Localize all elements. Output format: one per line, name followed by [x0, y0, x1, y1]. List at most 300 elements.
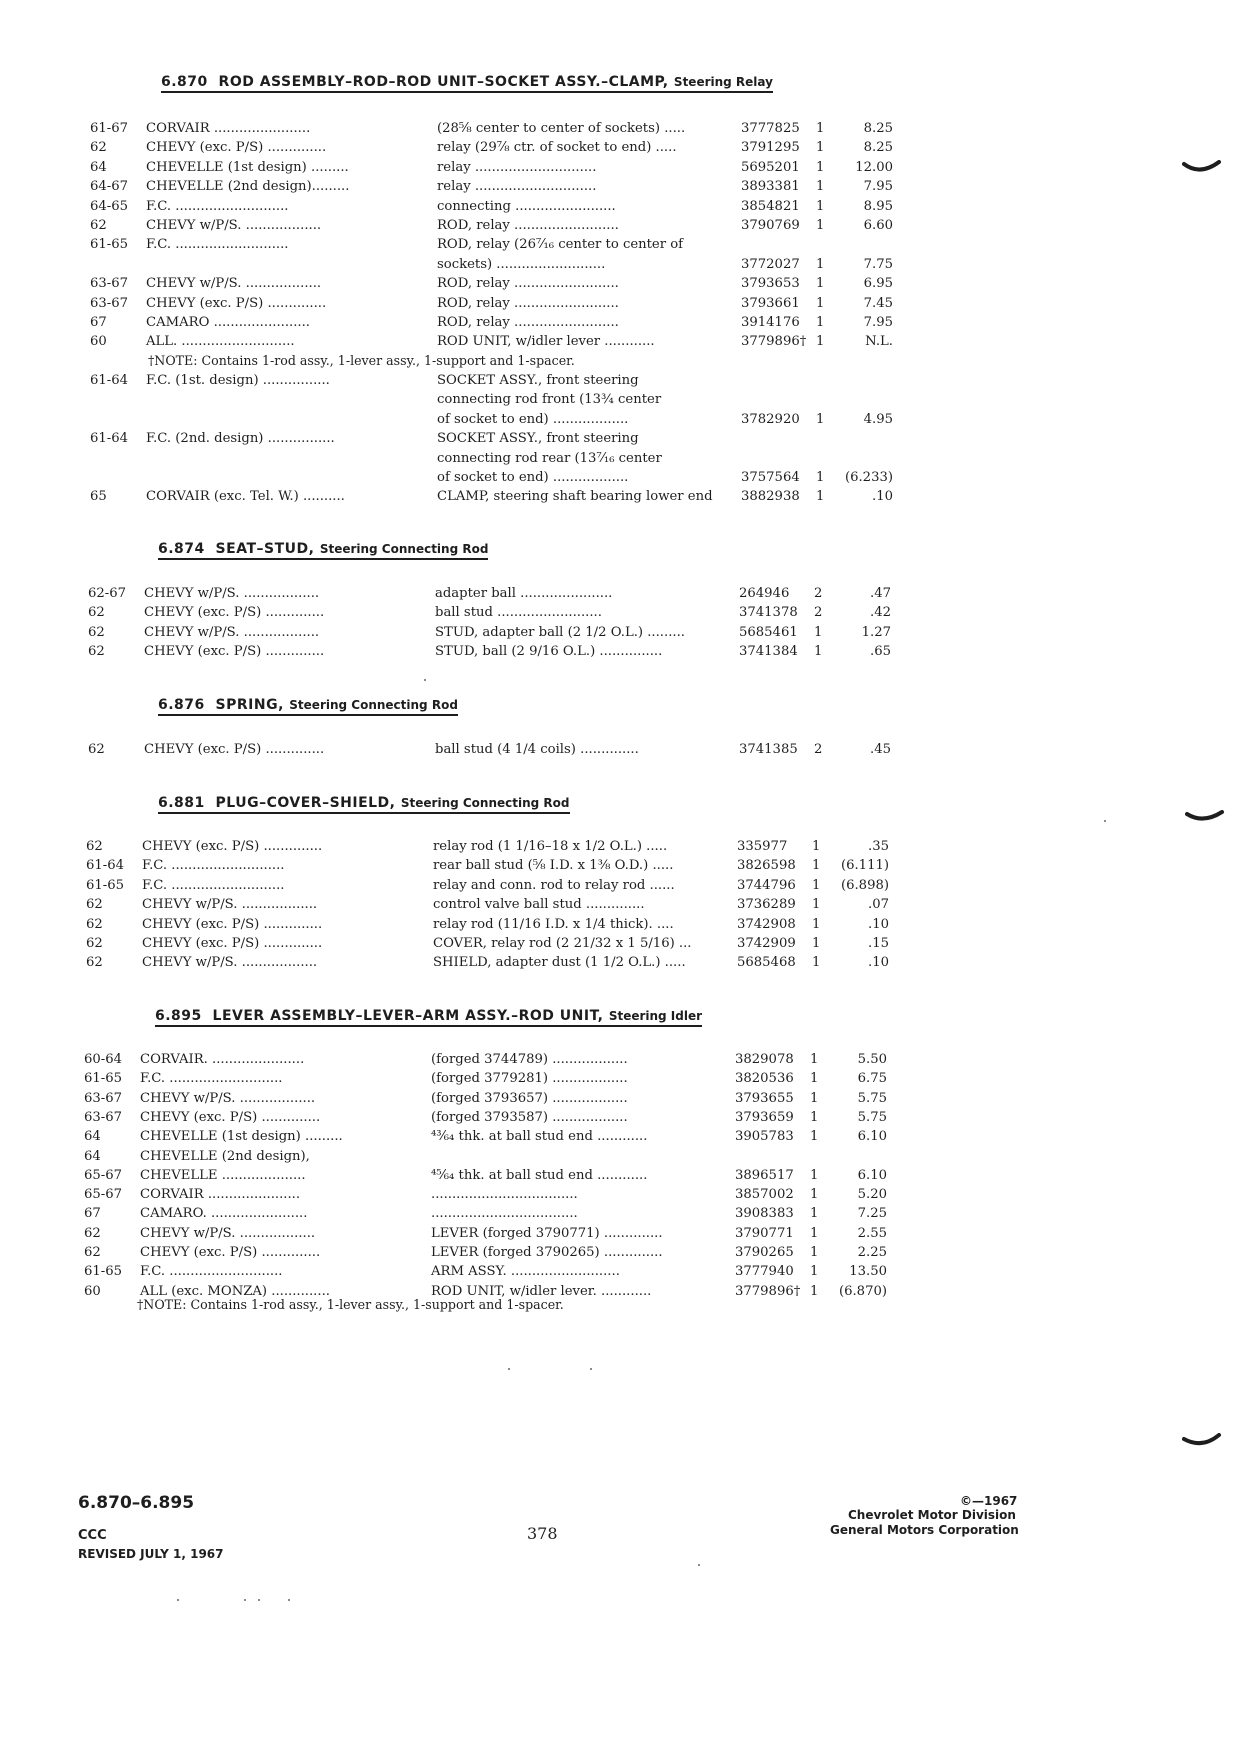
model-name: CHEVY w/P/S. .................. [146, 276, 322, 292]
section-number: 6.874 [158, 541, 205, 557]
table-row [84, 1244, 1004, 1262]
part-number: 5685468 [737, 955, 796, 971]
model-years: 61-65 [86, 877, 125, 893]
table-row [90, 411, 1010, 429]
model-name: CHEVELLE (2nd design)......... [146, 179, 350, 195]
table-row [90, 139, 1010, 157]
part-number: 3893381 [741, 179, 800, 195]
part-number: 3882938 [741, 489, 800, 505]
price: .10 [868, 916, 889, 932]
part-description: (forged 3744789) .................. [431, 1052, 628, 1067]
part-number: 3742908 [737, 916, 796, 932]
table-row [90, 178, 1010, 196]
price: (6.233) [844, 470, 893, 485]
part-description: ROD, relay ......................... [437, 315, 619, 330]
check-mark-icon [1182, 1433, 1222, 1453]
scan-speck [288, 1599, 290, 1601]
quantity: 1 [810, 1167, 819, 1183]
model-name: CHEVY w/P/S. .................. [144, 624, 320, 640]
part-description: ROD, relay (26⁷⁄₁₆ center to center of [437, 237, 684, 253]
part-description: ROD UNIT, w/idler lever ............ [437, 334, 655, 350]
price: 7.75 [863, 256, 893, 272]
price: 8.25 [863, 140, 893, 156]
table-row [84, 1225, 1004, 1243]
section-title: PLUG–COVER–SHIELD, [215, 795, 396, 811]
part-description: relay rod (1 1/16–18 x 1/2 O.L.) ..... [433, 839, 668, 854]
table-row [84, 1167, 1004, 1185]
part-number: 3914176 [741, 315, 800, 330]
model-name: ALL (exc. MONZA) .............. [140, 1283, 330, 1299]
section-subtitle: Steering Relay [673, 75, 773, 89]
part-description: STUD, adapter ball (2 1/2 O.L.) ......... [435, 624, 685, 640]
price: .42 [870, 605, 891, 621]
price: 2.25 [857, 1245, 887, 1260]
part-number: 3772027 [741, 256, 800, 272]
part-description: SOCKET ASSY., front steering [437, 373, 639, 388]
model-years: 63-67 [84, 1109, 123, 1125]
price: 5.75 [857, 1090, 887, 1106]
model-years: 65-67 [84, 1167, 123, 1183]
part-description: relay and conn. rod to relay rod ...... [433, 877, 675, 893]
table-row [88, 741, 1008, 759]
part-description: relay ............................. [437, 179, 597, 195]
table-row [90, 372, 1010, 390]
table-row [88, 585, 1008, 603]
scan-speck [258, 1599, 260, 1601]
scan-speck [244, 1599, 246, 1601]
table-row [90, 198, 1010, 216]
quantity: 1 [816, 140, 825, 156]
table-note: †NOTE: Contains 1-rod assy., 1-lever assy., 1-support and 1-spacer. [137, 1297, 564, 1312]
part-number: 264946 [739, 586, 790, 601]
section-number: 6.876 [158, 697, 205, 713]
quantity: 1 [810, 1090, 819, 1106]
quantity: 1 [810, 1225, 819, 1241]
model-years: 60 [90, 334, 107, 350]
price: 1.27 [861, 624, 891, 640]
part-number: 3793655 [735, 1090, 794, 1106]
part-number: 3908383 [735, 1206, 794, 1222]
quantity: 1 [816, 489, 825, 505]
table-row [86, 954, 1006, 972]
model-name: CAMARO ....................... [146, 315, 310, 330]
model-name: CHEVELLE .................... [140, 1167, 306, 1183]
part-description: ................................... [431, 1187, 578, 1203]
quantity: 1 [812, 936, 821, 951]
part-number: 3736289 [737, 897, 796, 913]
quantity: 1 [816, 121, 825, 136]
model-years: 62 [90, 140, 107, 156]
model-name: CHEVELLE (2nd design), [140, 1148, 310, 1164]
table-row [90, 488, 1010, 506]
model-years: 62 [88, 605, 105, 621]
model-years: 61-65 [90, 237, 129, 253]
table-row [90, 275, 1010, 293]
model-years: 62 [86, 955, 103, 971]
price: 6.75 [857, 1071, 887, 1087]
table-row [84, 1070, 1004, 1088]
part-number: 3790265 [735, 1245, 794, 1260]
model-name: F.C. ........................... [142, 877, 285, 893]
scan-speck [1104, 820, 1106, 822]
scan-speck [508, 1368, 510, 1370]
model-name: CHEVELLE (1st design) ......... [140, 1129, 343, 1145]
model-name: CHEVY (exc. P/S) .............. [140, 1245, 321, 1260]
model-name: CHEVY w/P/S. .................. [144, 586, 320, 601]
price: .10 [872, 489, 893, 505]
price: .45 [870, 742, 891, 757]
part-number: 3790769 [741, 218, 800, 233]
scan-speck [424, 679, 426, 681]
quantity: 1 [810, 1129, 819, 1145]
check-mark-icon [1182, 160, 1222, 180]
table-row [88, 604, 1008, 622]
price: 6.10 [857, 1129, 887, 1145]
section-heading-6895 [155, 1008, 702, 1027]
part-number: 3782920 [741, 411, 800, 427]
table-row [84, 1109, 1004, 1127]
model-years: 61-64 [86, 858, 125, 874]
table-row [84, 1205, 1004, 1223]
part-description: SHIELD, adapter dust (1 1/2 O.L.) ..... [433, 955, 686, 971]
part-number: 3741385 [739, 742, 798, 757]
section-heading-6874 [158, 541, 488, 560]
model-name: CHEVY (exc. P/S) .............. [144, 644, 325, 660]
table-row [86, 935, 1006, 953]
quantity: 1 [810, 1071, 819, 1087]
model-years: 61-65 [84, 1071, 123, 1087]
table-row [90, 159, 1010, 177]
table-row [84, 1090, 1004, 1108]
part-number: 3854821 [741, 198, 800, 214]
model-name: F.C. (1st. design) ................ [146, 373, 330, 388]
price: (6.898) [840, 877, 889, 893]
quantity: 1 [812, 955, 821, 971]
section-number: 6.895 [155, 1008, 202, 1024]
quantity: 1 [816, 218, 825, 233]
part-description: ⁴³⁄₆₄ thk. at ball stud end ............ [431, 1129, 648, 1145]
price: 7.95 [863, 315, 893, 330]
model-years: 62 [86, 897, 103, 913]
model-name: CHEVY (exc. P/S) .............. [146, 140, 327, 156]
model-name: CHEVY (exc. P/S) .............. [140, 1109, 321, 1125]
part-number: 3777825 [741, 121, 800, 136]
footer-revised: REVISED JULY 1, 1967 [78, 1547, 224, 1561]
part-number: 3742909 [737, 936, 796, 951]
quantity: 1 [812, 858, 821, 874]
section-subtitle: Steering Connecting Rod [289, 698, 458, 712]
part-description: STUD, ball (2 9/16 O.L.) ............... [435, 644, 663, 660]
quantity: 1 [816, 276, 825, 292]
model-name: F.C. ........................... [146, 198, 289, 214]
model-name: F.C. ........................... [140, 1264, 283, 1280]
model-name: CORVAIR (exc. Tel. W.) .......... [146, 489, 345, 505]
part-number: 3820536 [735, 1071, 794, 1087]
model-years: 62 [88, 742, 105, 757]
price: 8.95 [863, 198, 893, 214]
section-subtitle: Steering Connecting Rod [400, 796, 570, 810]
table-row [86, 877, 1006, 895]
part-description: connecting rod front (13¾ center [437, 392, 662, 408]
part-description: (forged 3793657) .................. [431, 1090, 628, 1106]
model-name: CORVAIR. ...................... [140, 1052, 305, 1067]
part-description: (forged 3793587) .................. [431, 1109, 628, 1125]
part-description: relay (29⅞ ctr. of socket to end) ..... [437, 140, 677, 156]
table-row [88, 643, 1008, 661]
part-description: SOCKET ASSY., front steering [437, 431, 639, 447]
table-row [84, 1051, 1004, 1069]
model-years: 64 [90, 159, 107, 175]
part-description: ROD, relay ......................... [437, 276, 619, 292]
price: 6.60 [863, 218, 893, 233]
part-number: 3790771 [735, 1225, 794, 1241]
quantity: 2 [814, 586, 823, 601]
price: .47 [870, 586, 891, 601]
model-name: CHEVY w/P/S. .................. [142, 955, 318, 971]
quantity: 1 [812, 916, 821, 932]
part-description: ⁴⁵⁄₆₄ thk. at ball stud end ............ [431, 1167, 648, 1183]
price: .35 [868, 839, 889, 854]
quantity: 1 [810, 1109, 819, 1125]
model-name: CHEVY w/P/S. .................. [146, 218, 322, 233]
quantity: 1 [814, 644, 823, 660]
part-number: 3793653 [741, 276, 800, 292]
section-heading-6876 [158, 697, 458, 716]
part-description: sockets) .......................... [437, 256, 606, 272]
model-name: CORVAIR ....................... [146, 121, 311, 136]
model-years: 62-67 [88, 586, 127, 601]
table-row [84, 1148, 1004, 1166]
part-description: ROD UNIT, w/idler lever. ............ [431, 1283, 652, 1299]
quantity: 1 [816, 256, 825, 272]
part-description: connecting ........................ [437, 198, 616, 214]
model-years: 60 [84, 1283, 101, 1299]
part-description: of socket to end) .................. [437, 470, 629, 485]
model-years: 67 [90, 315, 107, 330]
quantity: 1 [816, 411, 825, 427]
model-years: 63-67 [84, 1090, 123, 1106]
price: 7.25 [857, 1206, 887, 1222]
part-number: 3779896† [735, 1283, 801, 1299]
table-row [86, 838, 1006, 856]
part-number: 3905783 [735, 1129, 794, 1145]
price: .15 [868, 936, 889, 951]
model-years: 61-67 [90, 121, 129, 136]
part-number: 3793661 [741, 295, 800, 311]
table-note: †NOTE: Contains 1-rod assy., 1-lever assy., 1-support and 1-spacer. [148, 353, 575, 368]
model-years: 62 [86, 936, 103, 951]
part-number: 3857002 [735, 1187, 794, 1203]
part-description: LEVER (forged 3790771) .............. [431, 1225, 663, 1241]
quantity: 1 [816, 334, 825, 350]
quantity: 1 [810, 1187, 819, 1203]
model-years: 63-67 [90, 276, 129, 292]
model-years: 64-67 [90, 179, 129, 195]
model-years: 62 [88, 624, 105, 640]
section-title: ROD ASSEMBLY–ROD–ROD UNIT–SOCKET ASSY.–CLAMP, [218, 74, 669, 90]
price: .07 [868, 897, 889, 913]
price: .10 [868, 955, 889, 971]
table-row [84, 1263, 1004, 1281]
part-description: LEVER (forged 3790265) .............. [431, 1245, 663, 1260]
part-number: 3741378 [739, 605, 798, 621]
quantity: 1 [810, 1283, 819, 1299]
footer-code: CCC [78, 1528, 107, 1543]
price: 12.00 [855, 159, 893, 175]
price: 5.75 [857, 1109, 887, 1125]
quantity: 1 [814, 624, 823, 640]
part-number: 3829078 [735, 1052, 794, 1067]
model-years: 62 [88, 644, 105, 660]
table-row [86, 916, 1006, 934]
part-description: ................................... [431, 1206, 578, 1222]
table-row [90, 430, 1010, 448]
model-name: F.C. ........................... [146, 237, 289, 253]
quantity: 1 [812, 897, 821, 913]
table-row [90, 236, 1010, 254]
model-name: CHEVY (exc. P/S) .............. [142, 936, 323, 951]
model-years: 62 [86, 839, 103, 854]
model-name: CORVAIR ...................... [140, 1187, 301, 1203]
footer-copyright: ©—1967 [960, 1494, 1018, 1508]
part-description: ROD, relay ......................... [437, 218, 619, 233]
quantity: 1 [810, 1245, 819, 1260]
part-number: 3779896† [741, 334, 807, 350]
quantity: 1 [816, 295, 825, 311]
part-number: 3777940 [735, 1264, 794, 1280]
model-name: CHEVY (exc. P/S) .............. [146, 295, 327, 311]
quantity: 1 [810, 1206, 819, 1222]
quantity: 2 [814, 605, 823, 621]
part-number: 335977 [737, 839, 788, 854]
part-number: 3741384 [739, 644, 798, 660]
part-description: CLAMP, steering shaft bearing lower end [437, 489, 713, 505]
model-years: 64 [84, 1148, 101, 1164]
part-description: (forged 3779281) .................. [431, 1071, 628, 1087]
table-row [90, 333, 1010, 351]
model-years: 65 [90, 489, 107, 505]
part-description: ARM ASSY. .......................... [431, 1264, 620, 1280]
quantity: 1 [816, 179, 825, 195]
model-name: CHEVY (exc. P/S) .............. [144, 605, 325, 621]
model-years: 62 [84, 1245, 101, 1260]
part-description: ball stud (4 1/4 coils) .............. [435, 742, 639, 757]
model-years: 65-67 [84, 1187, 123, 1203]
table-row [90, 450, 1010, 468]
section-number: 6.870 [161, 74, 208, 90]
price: 6.10 [857, 1167, 887, 1183]
part-description: COVER, relay rod (2 21/32 x 1 5/16) ... [433, 936, 692, 951]
quantity: 2 [814, 742, 823, 757]
table-row [86, 857, 1006, 875]
part-number: 3896517 [735, 1167, 794, 1183]
part-number: 3757564 [741, 470, 800, 485]
quantity: 1 [810, 1052, 819, 1067]
price: N.L. [865, 334, 893, 350]
model-years: 62 [84, 1225, 101, 1241]
price: (6.111) [840, 858, 889, 874]
model-years: 61-64 [90, 431, 129, 447]
model-years: 63-67 [90, 295, 129, 311]
price: 2.55 [857, 1225, 887, 1241]
section-subtitle: Steering Connecting Rod [319, 542, 489, 556]
footer-range: 6.870–6.895 [78, 1493, 195, 1513]
model-name: F.C. (2nd. design) ................ [146, 431, 335, 447]
section-subtitle: Steering Idler [608, 1009, 703, 1023]
part-description: ROD, relay ......................... [437, 295, 619, 311]
table-row [90, 295, 1010, 313]
section-title: SPRING, [215, 697, 284, 713]
table-row [90, 120, 1010, 138]
scan-speck [698, 1564, 700, 1566]
quantity: 1 [816, 198, 825, 214]
part-description: of socket to end) .................. [437, 411, 629, 427]
section-title: SEAT–STUD, [215, 541, 315, 557]
model-name: CHEVY w/P/S. .................. [142, 897, 318, 913]
part-number: 3793659 [735, 1109, 794, 1125]
part-description: connecting rod rear (13⁷⁄₁₆ center [437, 450, 662, 466]
price: (6.870) [838, 1283, 887, 1299]
price: 4.95 [863, 411, 893, 427]
price: .65 [870, 644, 891, 660]
table-row [84, 1186, 1004, 1204]
model-name: ALL. ........................... [146, 334, 295, 350]
section-heading-6870 [161, 74, 773, 93]
model-years: 64-65 [90, 198, 129, 214]
model-name: CHEVY w/P/S. .................. [140, 1090, 316, 1106]
model-years: 61-64 [90, 373, 129, 388]
part-description: ball stud ......................... [435, 605, 602, 621]
part-description: control valve ball stud .............. [433, 897, 645, 913]
table-row [90, 314, 1010, 332]
table-row [88, 624, 1008, 642]
quantity: 1 [816, 470, 825, 485]
part-number: 3826598 [737, 858, 796, 874]
price: 5.20 [857, 1187, 887, 1203]
model-name: F.C. ........................... [140, 1071, 283, 1087]
part-description: relay ............................. [437, 159, 597, 175]
model-years: 62 [86, 916, 103, 932]
price: 8.25 [863, 121, 893, 136]
page-number: 378 [527, 1524, 558, 1543]
price: 7.45 [863, 295, 893, 311]
table-row [90, 256, 1010, 274]
quantity: 1 [816, 159, 825, 175]
table-row [90, 391, 1010, 409]
quantity: 1 [816, 315, 825, 330]
part-number: 5685461 [739, 624, 798, 640]
footer-division: Chevrolet Motor Division [848, 1508, 1016, 1522]
check-mark-icon [1185, 810, 1225, 830]
table-row [90, 217, 1010, 235]
scan-speck [590, 1368, 592, 1370]
model-name: CHEVY (exc. P/S) .............. [144, 742, 325, 757]
table-row [90, 469, 1010, 487]
model-years: 62 [90, 218, 107, 233]
part-description: relay rod (11/16 I.D. x 1/4 thick). .... [433, 916, 674, 932]
footer-corporation: General Motors Corporation [830, 1523, 1019, 1537]
model-years: 67 [84, 1206, 101, 1222]
model-name: CAMARO. ....................... [140, 1206, 308, 1222]
part-description: rear ball stud (⅝ I.D. x 1⅜ O.D.) ..... [433, 858, 674, 874]
quantity: 1 [812, 839, 821, 854]
table-row [86, 896, 1006, 914]
part-number: 5695201 [741, 159, 800, 175]
model-name: CHEVELLE (1st design) ......... [146, 159, 349, 175]
price: 7.95 [863, 179, 893, 195]
section-title: LEVER ASSEMBLY–LEVER–ARM ASSY.–ROD UNIT, [212, 1008, 604, 1024]
model-name: CHEVY w/P/S. .................. [140, 1225, 316, 1241]
